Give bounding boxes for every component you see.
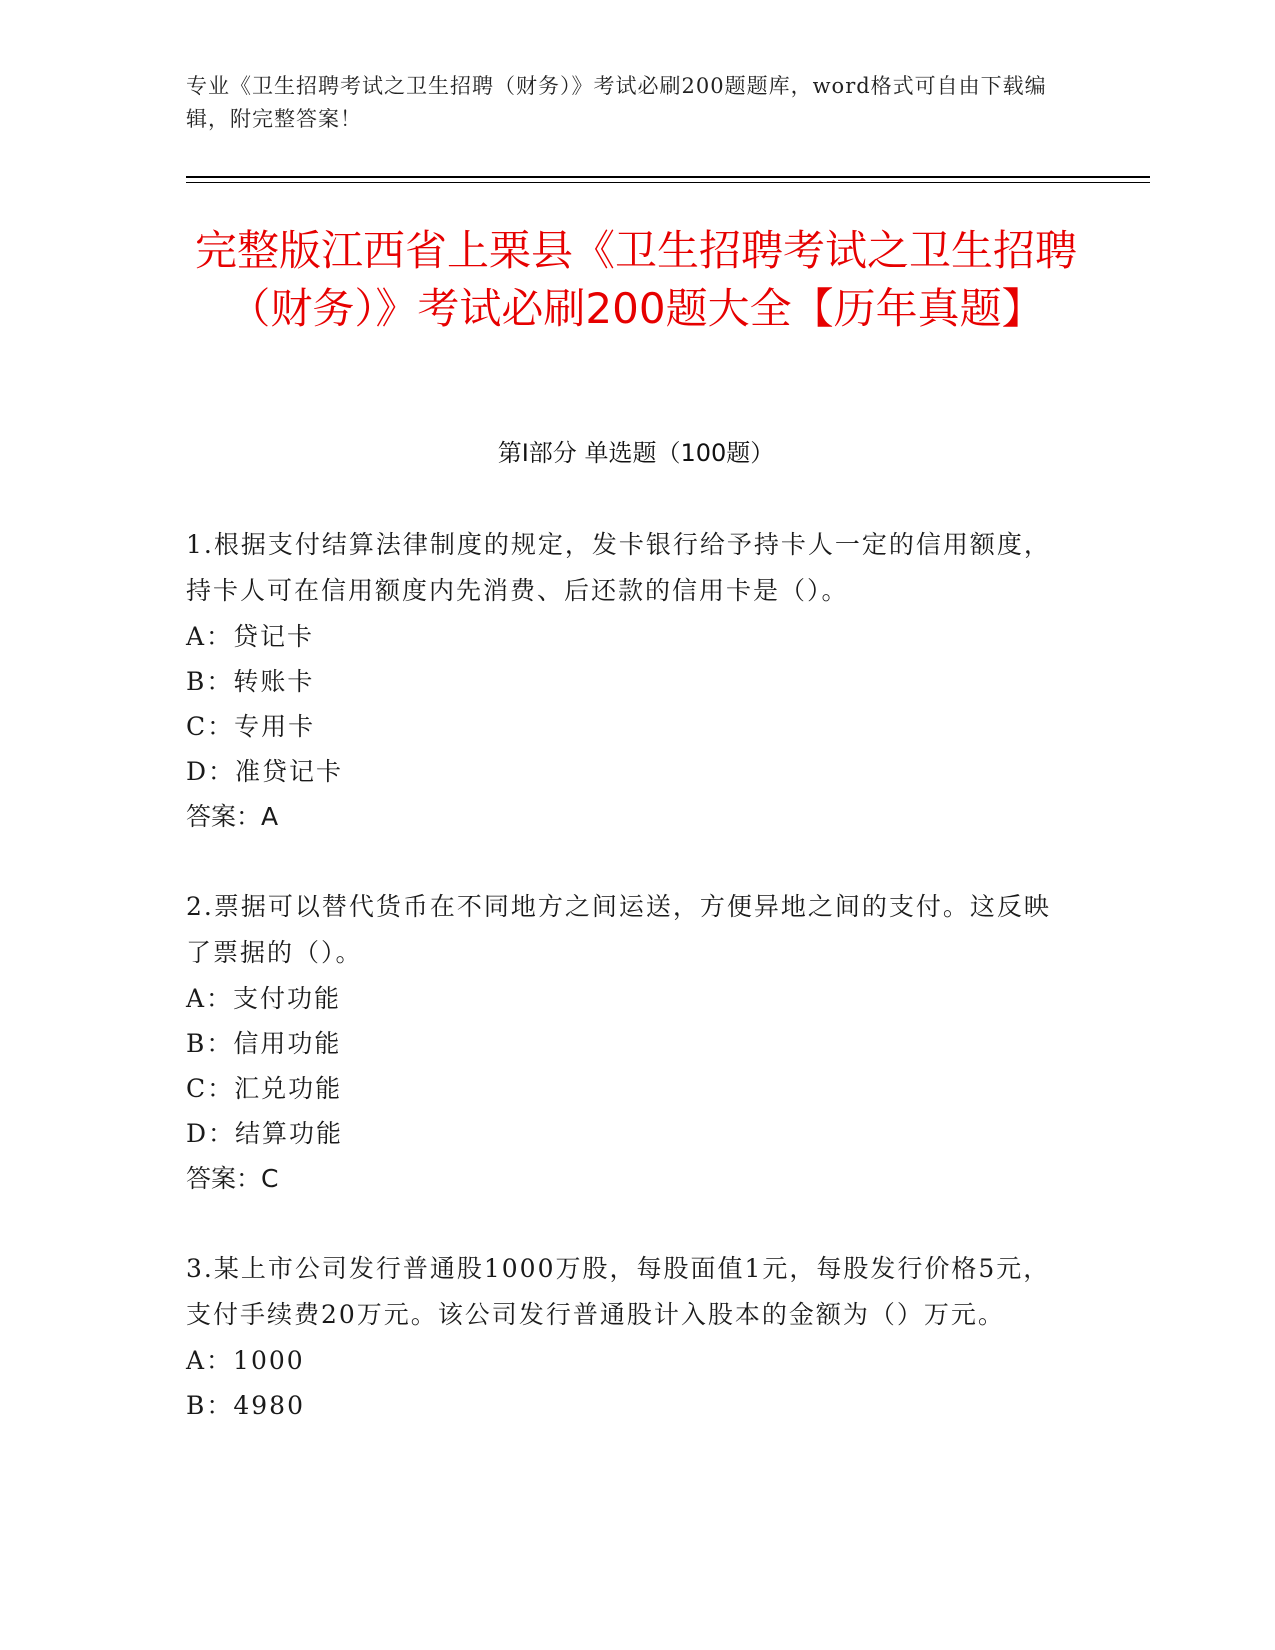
answer: 答案：C bbox=[186, 1164, 279, 1193]
question-stem: 2.票据可以替代货币在不同地方之间运送，方便异地之间的支付。这反映了票据的（）。 bbox=[186, 892, 1051, 967]
option-a: A：贷记卡 bbox=[186, 622, 315, 651]
header-divider-thick bbox=[186, 176, 1150, 178]
document-title: 完整版江西省上栗县《卫生招聘考试之卫生招聘（财务）》考试必刷200题大全【历年真题】 bbox=[194, 226, 1077, 333]
option-a: A：1000 bbox=[186, 1346, 305, 1375]
option-a: A：支付功能 bbox=[186, 984, 342, 1013]
option-b: B：信用功能 bbox=[186, 1029, 342, 1058]
header-note: 专业《卫生招聘考试之卫生招聘（财务）》考试必刷200题题库，word格式可自由下载编辑，附完整答案！ bbox=[186, 74, 1047, 131]
question-stem: 3.某上市公司发行普通股1000万股，每股面值1元，每股发行价格5元，支付手续费20万元。该公司发行普通股计入股本的金额为（）万元。 bbox=[186, 1254, 1051, 1329]
question-stem: 1.根据支付结算法律制度的规定，发卡银行给予持卡人一定的信用额度，持卡人可在信用额度内先消费、后还款的信用卡是（）。 bbox=[186, 530, 1051, 605]
question-list bbox=[186, 522, 1066, 1473]
question-3 bbox=[186, 1246, 1066, 1428]
option-b: B：4980 bbox=[186, 1391, 305, 1420]
option-c: C：专用卡 bbox=[186, 712, 316, 741]
question-2 bbox=[186, 884, 1066, 1201]
option-d: D：结算功能 bbox=[186, 1119, 344, 1148]
answer: 答案：A bbox=[186, 802, 279, 831]
header-divider-thin bbox=[186, 182, 1150, 183]
section-heading: 第Ⅰ部分 单选题（100题） bbox=[497, 439, 775, 467]
option-c: C：汇兑功能 bbox=[186, 1074, 343, 1103]
question-1 bbox=[186, 522, 1066, 839]
option-d: D：准贷记卡 bbox=[186, 757, 344, 786]
option-b: B：转账卡 bbox=[186, 667, 315, 696]
